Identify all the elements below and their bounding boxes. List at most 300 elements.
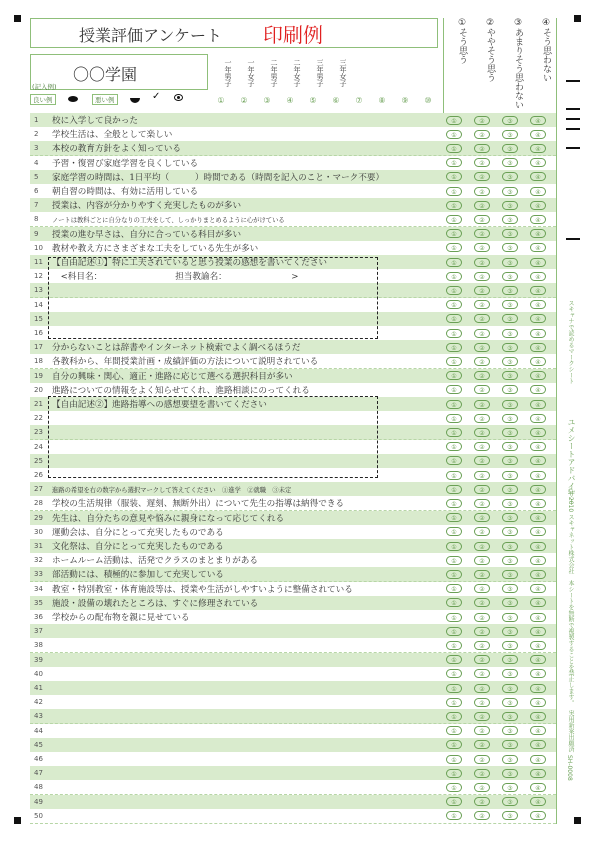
answer-bubble-4[interactable]: ④ — [530, 357, 546, 366]
answer-bubble-1[interactable]: ① — [446, 258, 462, 267]
answer-bubble-3[interactable]: ③ — [502, 527, 518, 536]
answer-bubble-2[interactable]: ② — [474, 556, 490, 565]
question-number: 22 — [34, 414, 43, 423]
answer-bubble-2[interactable]: ② — [474, 371, 490, 380]
timing-mark — [566, 118, 580, 120]
answer-bubble-4[interactable]: ④ — [530, 556, 546, 565]
question-number: 24 — [34, 442, 43, 451]
answer-bubble-4[interactable]: ④ — [530, 613, 546, 622]
question-text: 家庭学習の時間は、1日平均（ ）時間である（時間を記入のこと・マーク不要） — [52, 172, 385, 183]
answer-bubble-2[interactable]: ② — [474, 698, 490, 707]
question-number: 13 — [34, 286, 43, 295]
question-number: 32 — [34, 556, 43, 565]
answer-bubble-3[interactable]: ③ — [502, 542, 518, 551]
answer-bubble-1[interactable]: ① — [446, 712, 462, 721]
answer-bubble-2[interactable]: ② — [474, 542, 490, 551]
answer-bubble-4[interactable]: ④ — [530, 329, 546, 338]
bad-example-label: 悪い例 — [92, 94, 118, 105]
answer-bubble-1[interactable]: ① — [446, 797, 462, 806]
question-number: 48 — [34, 783, 43, 792]
question-number: 5 — [34, 172, 39, 181]
answer-bubble-4[interactable]: ④ — [530, 797, 546, 806]
timing-mark — [566, 108, 580, 110]
answer-bubble-1[interactable]: ① — [446, 286, 462, 295]
question-number: 34 — [34, 584, 43, 593]
answer-bubble-2[interactable]: ② — [474, 783, 490, 792]
question-text: 校に入学して良かった — [52, 116, 138, 126]
answer-bubble-4[interactable]: ④ — [530, 740, 546, 749]
answer-bubble-2[interactable]: ② — [474, 627, 490, 636]
answer-bubble-3[interactable]: ③ — [502, 414, 518, 423]
question-number: 49 — [34, 797, 43, 806]
answer-bubble-3[interactable]: ③ — [502, 371, 518, 380]
question-number: 16 — [34, 329, 43, 337]
answer-bubble-2[interactable]: ② — [474, 116, 490, 125]
registration-mark-top-left — [14, 15, 21, 22]
answer-bubble-3[interactable]: ③ — [502, 613, 518, 622]
timing-mark — [566, 80, 580, 82]
answer-bubble-4[interactable]: ④ — [530, 755, 546, 764]
answer-bubble-3[interactable]: ③ — [502, 655, 518, 664]
answer-bubble-1[interactable]: ① — [446, 215, 462, 224]
answer-bubble-2[interactable]: ② — [474, 229, 490, 238]
answer-bubble-2[interactable]: ② — [474, 598, 490, 607]
answer-header-2 — [476, 18, 504, 114]
answer-bubble-2[interactable]: ② — [474, 201, 490, 210]
timing-mark — [566, 128, 580, 130]
question-number: 36 — [34, 613, 43, 621]
answer-bubble-4[interactable]: ④ — [530, 385, 546, 394]
answer-bubble-4[interactable]: ④ — [530, 243, 546, 252]
answer-bubble-2[interactable]: ② — [474, 726, 490, 735]
answer-bubble-4[interactable]: ④ — [530, 215, 546, 224]
answer-bubble-3[interactable]: ③ — [502, 442, 518, 451]
good-mark-icon — [68, 96, 78, 102]
answer-bubble-2[interactable]: ② — [474, 243, 490, 252]
question-text: 文化祭は、自分にとって充実したものである — [52, 542, 224, 552]
answer-bubble-1[interactable]: ① — [446, 584, 462, 593]
answer-bubble-3[interactable]: ③ — [502, 243, 518, 252]
answer-bubble-1[interactable]: ① — [446, 655, 462, 664]
answer-bubble-3[interactable]: ③ — [502, 116, 518, 125]
question-number: 31 — [34, 542, 43, 550]
question-text: 教材や教え方にさまざまな工夫をしている先生が多い — [52, 243, 259, 254]
answer-bubble-4[interactable]: ④ — [530, 499, 546, 508]
question-text: 各教科から、年間授業計画・成績評価の方法について説明されている — [52, 357, 319, 368]
answer-bubble-4[interactable]: ④ — [530, 371, 546, 380]
answer-bubble-2[interactable]: ② — [474, 471, 490, 480]
answer-bubble-1[interactable]: ① — [446, 570, 462, 579]
answer-bubble-4[interactable]: ④ — [530, 471, 546, 480]
answer-bubble-1[interactable]: ① — [446, 371, 462, 380]
answer-bubble-3[interactable]: ③ — [502, 641, 518, 650]
answer-bubble-1[interactable]: ① — [446, 456, 462, 465]
answer-bubble-2[interactable]: ② — [474, 286, 490, 295]
question-number: 45 — [34, 740, 43, 749]
answer-bubble-2[interactable]: ② — [474, 570, 490, 579]
answer-bubble-2[interactable]: ② — [474, 499, 490, 508]
answer-bubble-2[interactable]: ② — [474, 669, 490, 678]
answer-bubble-3[interactable]: ③ — [502, 357, 518, 366]
answer-bubble-3[interactable]: ③ — [502, 797, 518, 806]
question-text: ホームルーム活動は、活発でクラスのまとまりがある — [52, 556, 258, 567]
question-number: 9 — [34, 229, 39, 238]
grade-column-label: 二年女子 — [293, 59, 301, 87]
answer-bubble-2[interactable]: ② — [474, 712, 490, 721]
answer-bubble-3[interactable]: ③ — [502, 471, 518, 480]
question-text: 【自由記述②】進路指導への感想要望を書いてください — [52, 400, 267, 410]
answer-bubble-2[interactable]: ② — [474, 300, 490, 309]
answer-bubble-3[interactable]: ③ — [502, 740, 518, 749]
answer-bubble-4[interactable]: ④ — [530, 712, 546, 721]
grade-header — [208, 54, 438, 104]
answer-bubble-2[interactable]: ② — [474, 144, 490, 153]
answer-bubble-1[interactable]: ① — [446, 669, 462, 678]
answer-bubble-4[interactable]: ④ — [530, 172, 546, 181]
answer-bubble-2[interactable]: ② — [474, 755, 490, 764]
answer-bubble-3[interactable]: ③ — [502, 570, 518, 579]
answer-bubble-1[interactable]: ① — [446, 116, 462, 125]
answer-bubble-2[interactable]: ② — [474, 215, 490, 224]
answer-bubble-4[interactable]: ④ — [530, 513, 546, 522]
answer-bubble-4[interactable]: ④ — [530, 698, 546, 707]
answer-bubble-1[interactable]: ① — [446, 684, 462, 693]
question-text: 進路についての情報をよく知らせてくれ、進路相談にのってくれる — [52, 385, 310, 396]
answer-bubble-2[interactable]: ② — [474, 740, 490, 749]
answer-bubble-3[interactable]: ③ — [502, 300, 518, 309]
grade-bubble[interactable]: ① — [217, 96, 225, 105]
answer-bubble-2[interactable]: ② — [474, 456, 490, 465]
answer-bubble-3[interactable]: ③ — [502, 187, 518, 196]
answer-bubble-3[interactable]: ③ — [502, 556, 518, 565]
answer-bubble-1[interactable]: ① — [446, 527, 462, 536]
answer-bubble-4[interactable]: ④ — [530, 669, 546, 678]
question-number: 46 — [34, 755, 43, 763]
free-text-box-1[interactable] — [48, 257, 378, 339]
question-number: 21 — [34, 400, 43, 408]
question-text: ノートは教科ごとに自分なりの工夫をして、しっかりまとめるように心がけている — [52, 217, 285, 225]
answer-bubble-4[interactable]: ④ — [530, 187, 546, 196]
answer-bubble-3[interactable]: ③ — [502, 584, 518, 593]
answer-bubble-2[interactable]: ② — [474, 385, 490, 394]
question-text: 分からないことは辞書やインターネット検索でよく調べるほうだ — [52, 343, 301, 354]
answer-column-divider — [556, 18, 557, 824]
question-number: 28 — [34, 499, 43, 508]
answer-bubble-3[interactable]: ③ — [502, 385, 518, 394]
answer-bubble-4[interactable]: ④ — [530, 314, 546, 323]
question-text: 施設・設備の壊れたところは、すぐに修理されている — [52, 598, 259, 609]
answer-bubble-3[interactable]: ③ — [502, 669, 518, 678]
answer-bubble-2[interactable]: ② — [474, 172, 490, 181]
school-name: 〇〇学園 — [73, 65, 138, 84]
answer-bubble-2[interactable]: ② — [474, 811, 490, 820]
question-number: 44 — [34, 726, 43, 735]
answer-bubble-4[interactable]: ④ — [530, 229, 546, 238]
answer-bubble-1[interactable]: ① — [446, 811, 462, 820]
answer-bubble-3[interactable]: ③ — [502, 456, 518, 465]
answer-bubble-2[interactable]: ② — [474, 797, 490, 806]
question-number: 19 — [34, 371, 43, 380]
answer-bubble-4[interactable]: ④ — [530, 400, 546, 409]
answer-bubble-3[interactable]: ③ — [502, 158, 518, 167]
answer-bubble-4[interactable]: ④ — [530, 655, 546, 664]
answer-bubble-1[interactable]: ① — [446, 187, 462, 196]
free-text-box-2[interactable] — [48, 396, 378, 478]
answer-bubble-2[interactable]: ② — [474, 130, 490, 139]
answer-bubble-2[interactable]: ② — [474, 769, 490, 778]
timing-mark — [566, 238, 580, 240]
answer-bubble-3[interactable]: ③ — [502, 485, 518, 494]
notice-text: 本シートを無断で複製することを禁止します。 — [567, 580, 574, 706]
answer-bubble-3[interactable]: ③ — [502, 627, 518, 636]
answer-bubble-3[interactable]: ③ — [502, 229, 518, 238]
answer-bubble-4[interactable]: ④ — [530, 641, 546, 650]
grade-bubble[interactable]: ⑧ — [378, 96, 386, 105]
answer-bubble-1[interactable]: ① — [446, 201, 462, 210]
answer-bubble-1[interactable]: ① — [446, 400, 462, 409]
answer-bubble-1[interactable]: ① — [446, 627, 462, 636]
answer-bubble-2[interactable]: ② — [474, 485, 490, 494]
answer-bubble-2[interactable]: ② — [474, 414, 490, 423]
question-text: 授業は、内容が分かりやすく充実したものが多い — [52, 201, 242, 212]
print-example-label: 印刷例 — [263, 23, 323, 47]
answer-bubble-1[interactable]: ① — [446, 243, 462, 252]
answer-bubble-1[interactable]: ① — [446, 641, 462, 650]
answer-bubble-2[interactable]: ② — [474, 613, 490, 622]
answer-bubble-4[interactable]: ④ — [530, 272, 546, 281]
answer-bubble-2[interactable]: ② — [474, 187, 490, 196]
answer-bubble-3[interactable]: ③ — [502, 811, 518, 820]
answer-bubble-4[interactable]: ④ — [530, 343, 546, 352]
answer-bubble-1[interactable]: ① — [446, 471, 462, 480]
question-number: 1 — [34, 116, 39, 124]
answer-bubble-3[interactable]: ③ — [502, 286, 518, 295]
answer-bubble-3[interactable]: ③ — [502, 783, 518, 792]
question-text: 本校の教育方針をよく知っている — [52, 144, 181, 155]
answer-bubble-4[interactable]: ④ — [530, 442, 546, 451]
question-number: 27 — [34, 485, 43, 494]
answer-bubble-2[interactable]: ② — [474, 400, 490, 409]
answer-bubble-1[interactable]: ① — [446, 158, 462, 167]
question-text: 進路の希望を右の数字から選択マークして答えてください ①進学 ②就職 ③未定 — [52, 487, 292, 495]
question-number: 18 — [34, 357, 43, 366]
grade-column-label: 二年男子 — [270, 59, 278, 87]
answer-bubble-1[interactable]: ① — [446, 542, 462, 551]
answer-bubble-1[interactable]: ① — [446, 428, 462, 437]
answer-bubble-2[interactable]: ② — [474, 343, 490, 352]
answer-bubble-4[interactable]: ④ — [530, 627, 546, 636]
registration-mark-bottom-left — [14, 817, 21, 824]
answer-bubble-2[interactable]: ② — [474, 357, 490, 366]
answer-bubble-1[interactable]: ① — [446, 357, 462, 366]
answer-header-1 — [448, 18, 476, 114]
answer-bubble-1[interactable]: ① — [446, 755, 462, 764]
answer-bubble-4[interactable]: ④ — [530, 414, 546, 423]
answer-bubble-2[interactable]: ② — [474, 655, 490, 664]
grade-bubble[interactable]: ⑩ — [424, 96, 432, 105]
answer-bubble-4[interactable]: ④ — [530, 116, 546, 125]
question-number: 43 — [34, 712, 43, 721]
answer-bubble-3[interactable]: ③ — [502, 329, 518, 338]
question-number: 15 — [34, 314, 43, 323]
question-number: 40 — [34, 669, 43, 678]
answer-bubble-1[interactable]: ① — [446, 329, 462, 338]
answer-bubble-1[interactable]: ① — [446, 414, 462, 423]
answer-bubble-1[interactable]: ① — [446, 172, 462, 181]
question-number: 41 — [34, 684, 43, 692]
question-text: 部活動には、積極的に参加して充実している — [52, 570, 224, 581]
good-example-label: 良い例 — [30, 94, 56, 105]
grade-bubble[interactable]: ⑥ — [332, 96, 340, 105]
answer-bubble-1[interactable]: ① — [446, 499, 462, 508]
question-number: 23 — [34, 428, 43, 437]
answer-bubble-1[interactable]: ① — [446, 442, 462, 451]
question-number: 17 — [34, 343, 43, 352]
answer-bubble-2[interactable]: ② — [474, 684, 490, 693]
answer-bubble-1[interactable]: ① — [446, 613, 462, 622]
answer-bubble-4[interactable]: ④ — [530, 456, 546, 465]
answer-bubble-1[interactable]: ① — [446, 485, 462, 494]
answer-bubble-4[interactable]: ④ — [530, 684, 546, 693]
answer-bubble-4[interactable]: ④ — [530, 811, 546, 820]
question-number: 11 — [34, 258, 43, 266]
answer-bubble-4[interactable]: ④ — [530, 769, 546, 778]
answer-bubble-3[interactable]: ③ — [502, 428, 518, 437]
question-number: 30 — [34, 527, 43, 536]
answer-bubble-3[interactable]: ③ — [502, 272, 518, 281]
answer-bubble-2[interactable]: ② — [474, 329, 490, 338]
answer-bubble-1[interactable]: ① — [446, 556, 462, 565]
grade-bubble[interactable]: ④ — [286, 96, 294, 105]
answer-bubble-3[interactable]: ③ — [502, 769, 518, 778]
answer-bubble-4[interactable]: ④ — [530, 286, 546, 295]
registration-mark-top-right — [574, 15, 581, 22]
answer-bubble-2[interactable]: ② — [474, 272, 490, 281]
answer-bubble-2[interactable]: ② — [474, 258, 490, 267]
answer-bubble-3[interactable]: ③ — [502, 144, 518, 153]
answer-bubble-4[interactable]: ④ — [530, 130, 546, 139]
grade-bubble[interactable]: ⑤ — [309, 96, 317, 105]
answer-header-label: ①そう思う — [457, 18, 467, 64]
answer-bubble-1[interactable]: ① — [446, 300, 462, 309]
answer-bubble-3[interactable]: ③ — [502, 343, 518, 352]
grade-bubble[interactable]: ⑨ — [401, 96, 409, 105]
answer-header-label: ④そう思わない — [541, 18, 551, 82]
answer-bubble-2[interactable]: ② — [474, 428, 490, 437]
answer-bubble-3[interactable]: ③ — [502, 400, 518, 409]
answer-bubble-1[interactable]: ① — [446, 598, 462, 607]
answer-bubble-3[interactable]: ③ — [502, 130, 518, 139]
answer-bubble-4[interactable]: ④ — [530, 726, 546, 735]
answer-bubble-2[interactable]: ② — [474, 513, 490, 522]
registration-mark-bottom-right — [574, 817, 581, 824]
answer-bubble-4[interactable]: ④ — [530, 485, 546, 494]
answer-bubble-3[interactable]: ③ — [502, 698, 518, 707]
answer-bubble-4[interactable]: ④ — [530, 144, 546, 153]
answer-bubble-1[interactable]: ① — [446, 385, 462, 394]
answer-bubble-3[interactable]: ③ — [502, 712, 518, 721]
answer-bubble-2[interactable]: ② — [474, 527, 490, 536]
answer-bubble-4[interactable]: ④ — [530, 598, 546, 607]
answer-header-3 — [504, 18, 532, 114]
answer-bubble-4[interactable]: ④ — [530, 542, 546, 551]
question-number: 33 — [34, 570, 43, 579]
answer-bubble-3[interactable]: ③ — [502, 755, 518, 764]
answer-bubble-2[interactable]: ② — [474, 158, 490, 167]
answer-bubble-1[interactable]: ① — [446, 726, 462, 735]
answer-bubble-4[interactable]: ④ — [530, 584, 546, 593]
scanner-note: スキャナで読めるマークシート — [567, 300, 574, 384]
answer-header-label: ②ややそう思う — [485, 18, 495, 82]
answer-bubble-4[interactable]: ④ — [530, 783, 546, 792]
answer-bubble-1[interactable]: ① — [446, 272, 462, 281]
answer-bubble-2[interactable]: ② — [474, 442, 490, 451]
grade-bubble[interactable]: ② — [240, 96, 248, 105]
answer-bubble-1[interactable]: ① — [446, 314, 462, 323]
answer-bubble-3[interactable]: ③ — [502, 499, 518, 508]
answer-bubble-4[interactable]: ④ — [530, 158, 546, 167]
answer-bubble-4[interactable]: ④ — [530, 258, 546, 267]
answer-bubble-3[interactable]: ③ — [502, 513, 518, 522]
answer-bubble-3[interactable]: ③ — [502, 215, 518, 224]
question-number: 4 — [34, 158, 39, 167]
answer-bubble-2[interactable]: ② — [474, 584, 490, 593]
answer-bubble-4[interactable]: ④ — [530, 201, 546, 210]
answer-bubble-3[interactable]: ③ — [502, 258, 518, 267]
answer-bubble-1[interactable]: ① — [446, 229, 462, 238]
answer-bubble-3[interactable]: ③ — [502, 726, 518, 735]
question-number: 26 — [34, 471, 43, 479]
question-number: 2 — [34, 130, 39, 139]
question-number: 37 — [34, 627, 43, 636]
answer-bubble-2[interactable]: ② — [474, 314, 490, 323]
answer-bubble-3[interactable]: ③ — [502, 314, 518, 323]
answer-bubble-4[interactable]: ④ — [530, 300, 546, 309]
answer-bubble-1[interactable]: ① — [446, 769, 462, 778]
page-title: 授業評価アンケート — [79, 26, 223, 45]
question-text: 朝自習の時間は、有効に活用している — [52, 187, 199, 197]
form-code: SH-0008 — [566, 755, 573, 781]
answer-bubble-3[interactable]: ③ — [502, 684, 518, 693]
question-text: <科目名： 担当教諭名： > — [52, 272, 299, 283]
answer-bubble-1[interactable]: ① — [446, 513, 462, 522]
question-number: 42 — [34, 698, 43, 707]
answer-bubble-4[interactable]: ④ — [530, 527, 546, 536]
answer-bubble-4[interactable]: ④ — [530, 428, 546, 437]
grade-bubble[interactable]: ⑦ — [355, 96, 363, 105]
question-text: 授業の進む早さは、自分に合っている科目が多い — [52, 229, 242, 240]
answer-bubble-1[interactable]: ① — [446, 698, 462, 707]
fill-example-title: (記入例) — [32, 83, 57, 91]
answer-bubble-3[interactable]: ③ — [502, 201, 518, 210]
answer-bubble-1[interactable]: ① — [446, 144, 462, 153]
question-number: 25 — [34, 456, 43, 465]
question-number: 12 — [34, 272, 43, 281]
grade-column-label: 一年男子 — [224, 59, 232, 87]
answer-bubble-1[interactable]: ① — [446, 740, 462, 749]
answer-bubble-1[interactable]: ① — [446, 783, 462, 792]
answer-bubble-2[interactable]: ② — [474, 641, 490, 650]
question-number: 6 — [34, 187, 39, 195]
answer-bubble-1[interactable]: ① — [446, 130, 462, 139]
answer-bubble-4[interactable]: ④ — [530, 570, 546, 579]
answer-bubble-3[interactable]: ③ — [502, 172, 518, 181]
question-number: 10 — [34, 243, 43, 252]
answer-bubble-3[interactable]: ③ — [502, 598, 518, 607]
answer-bubble-1[interactable]: ① — [446, 343, 462, 352]
grade-bubble[interactable]: ③ — [263, 96, 271, 105]
question-text: 教室・特別教室・体育施設等は、授業や生活がしやすいように整備されている — [52, 584, 353, 595]
